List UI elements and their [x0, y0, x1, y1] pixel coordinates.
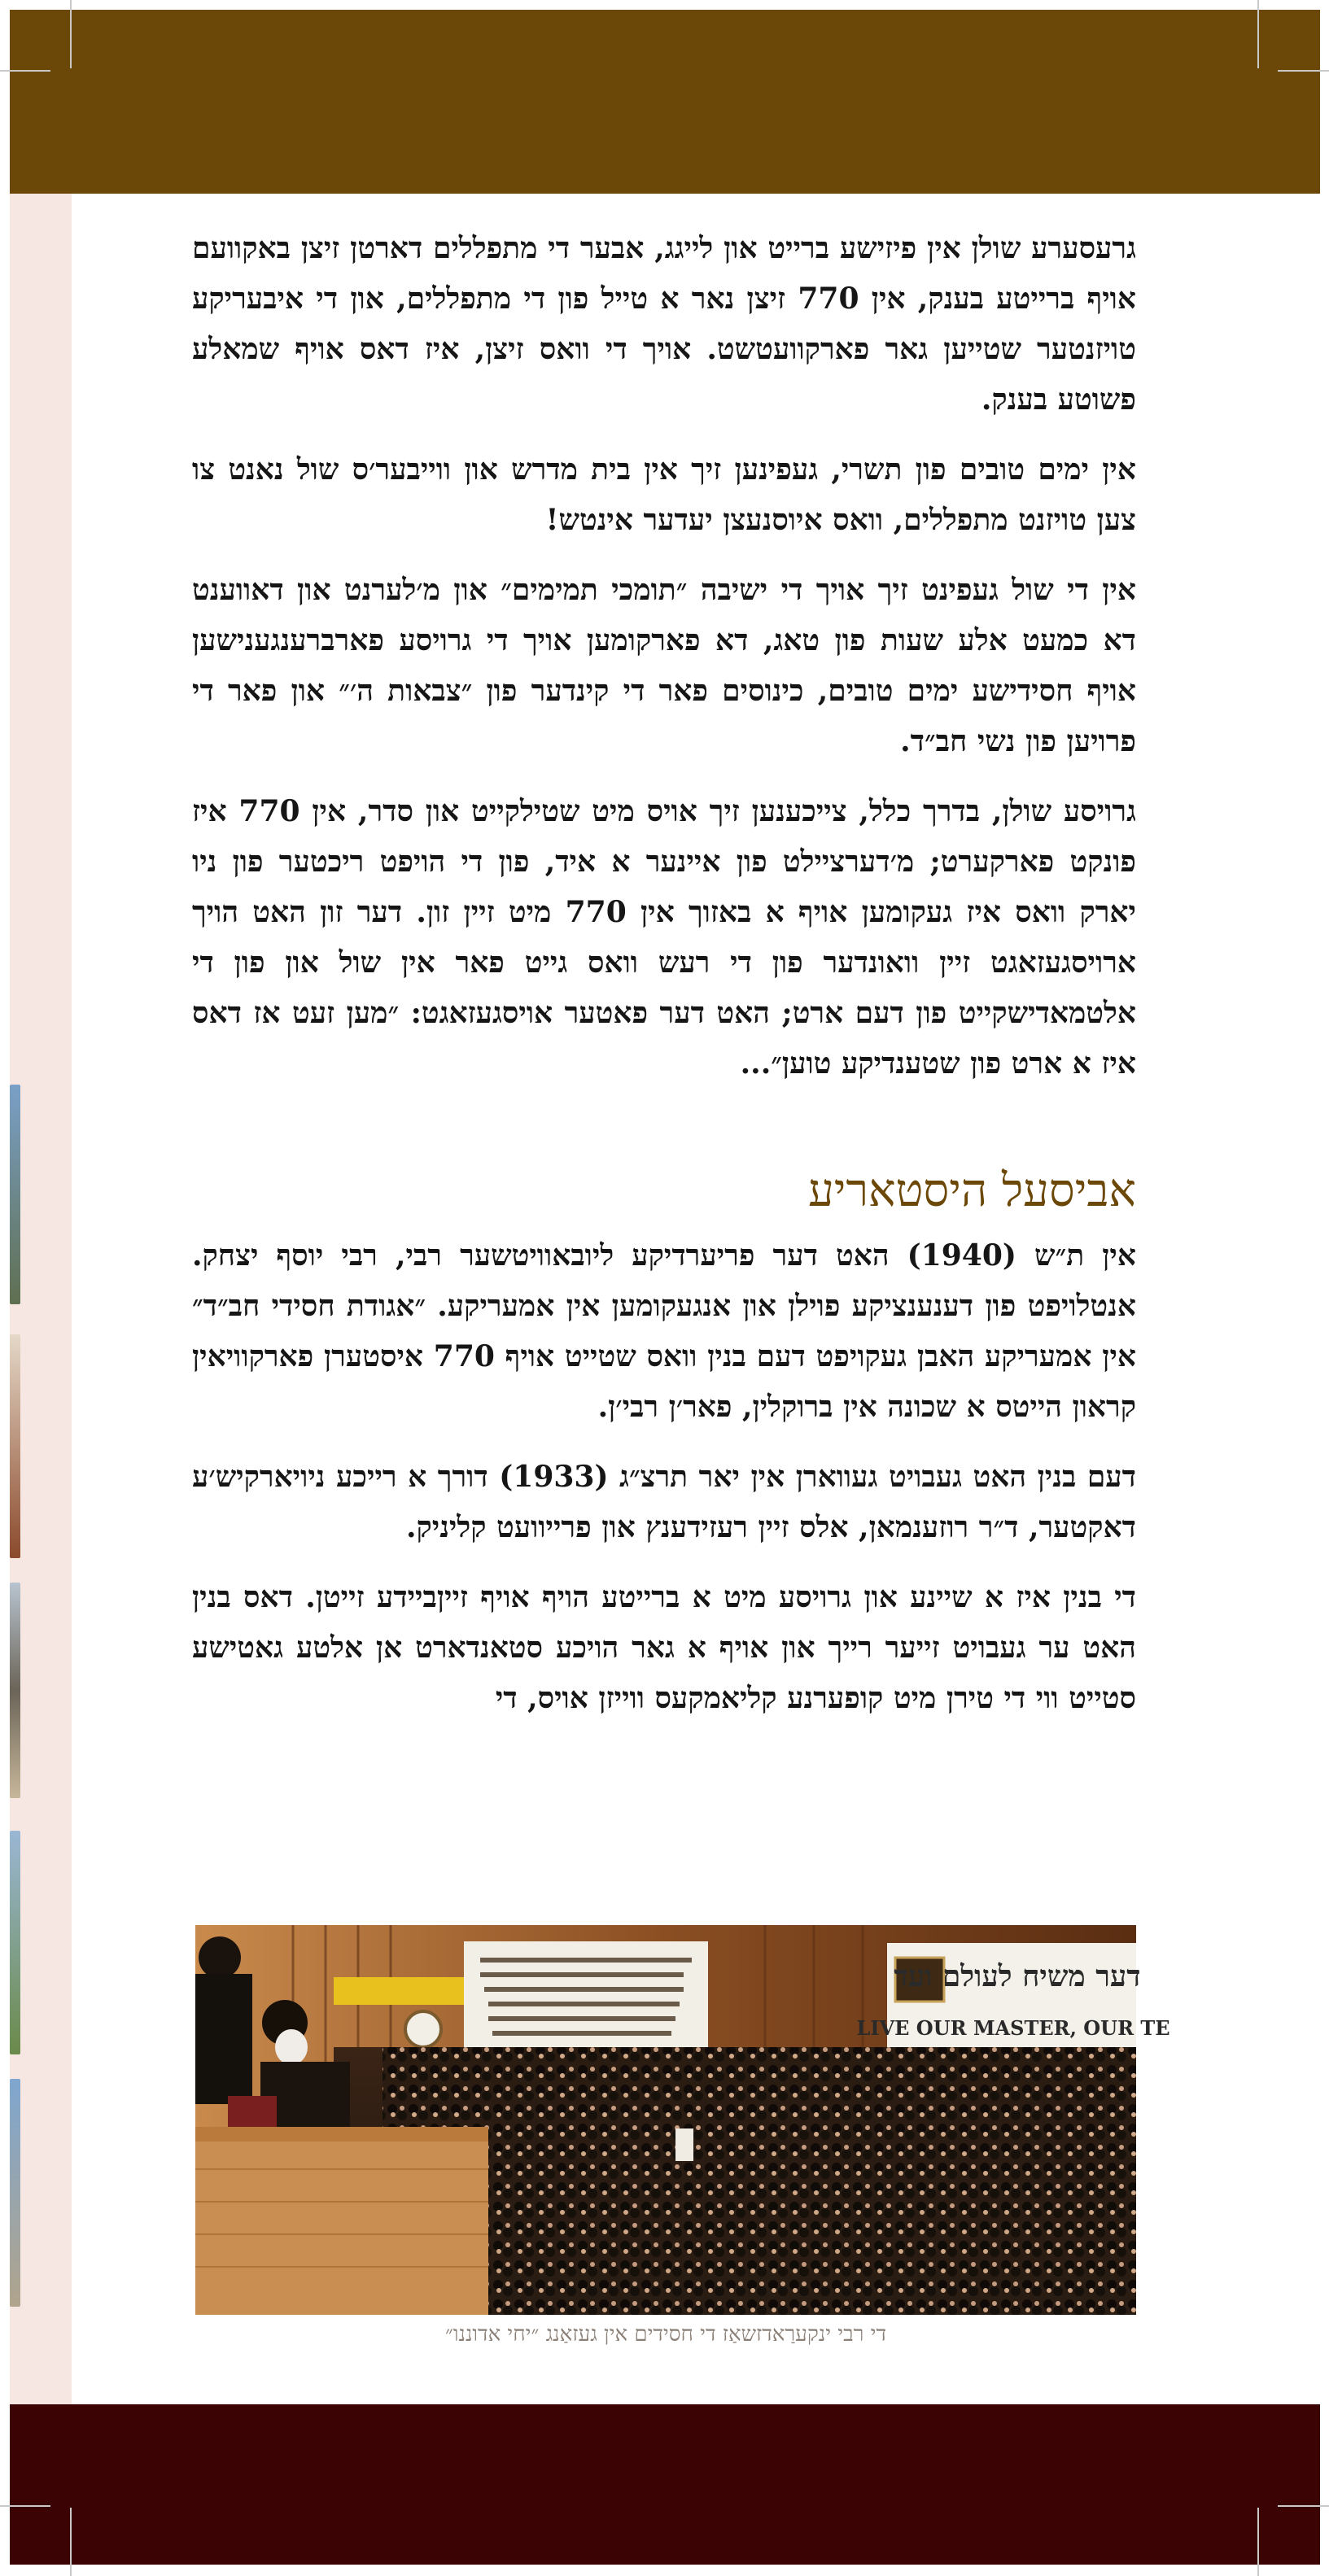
crop-mark — [1257, 0, 1259, 68]
edge-thumbnail — [10, 1583, 20, 1798]
section-title-history: אביסעל היסטאריע — [808, 1164, 1136, 1217]
crop-mark — [1257, 2508, 1259, 2576]
synagogue-crowd-photo — [195, 1925, 1170, 2315]
history-paragraph: די בנין איז א שיינע און גרויסע מיט א ברייטע הויף אויף זייןביידע זייטן. דאס בנין האט ער געבויט זייער רייך און אויף א גאר הויכע סטאנדארט אן אלטע גאטישע סטייט ווי די טירן מיט קופערנע קליאמקעס ווייזן אויס, די — [192, 1580, 1136, 1715]
edge-thumbnail — [10, 1831, 20, 2054]
history-paragraph: דעם בנין האט געבויט געווארן אין יאר תרצ״ג (1933) דורך א רייכע ניויארקיש׳ע דאקטער, ד״ר רוזענמאן, אלס זיין רעזידענץ און פרייוועט קליניק. — [192, 1460, 1136, 1544]
history-paragraph: אין ת״ש (1940) האט דער פריערדיקע ליובאוויטשער רבי, רבי יוסף יצחק. אנטלויפט פון דענענציקע פוילן און אנגעקומען אין אמעריקע. ״אגודת חסידי חב״ד״ אין אמעריקע האבן געקויפט דעם בנין וואס שטייט אויף 770 איסטערן פארקוויאין קראון הייטס א שכונה אין ברוקלין, פאר׳ן רבי׳ן. — [192, 1238, 1136, 1424]
crop-mark — [1278, 70, 1329, 72]
crop-mark — [70, 2508, 72, 2576]
banner-english-text: LIVE OUR MASTER, OUR TE — [856, 2016, 1170, 2040]
photo-caption: די רבי ינקערַאדזשאַז די חסידים אין געזאַנג ״יחי אדוננו״ — [444, 2322, 887, 2347]
footer-band — [10, 2404, 1320, 2565]
crop-mark — [1278, 2505, 1329, 2507]
crop-mark — [70, 0, 72, 68]
edge-thumbnail — [10, 1334, 20, 1558]
body-paragraph: אין ימים טובים פון תשרי, געפינען זיך אין בית מדרש און ווייבער׳ס שול נאנט צו צען טויזנט מתפללים, וואס איוסנעצן יעדער אינטש! — [192, 452, 1136, 537]
body-paragraph: גרויסע שולן, בדרך כלל, צייכענען זיך אויס מיט שטילקייט און סדר, אין 770 איז פונקט פארקערט; מ׳דערציילט פון איינער א איד, פון די הויפט ריכטער פון ניו יארק וואס איז געקומען אויף א באזוך אין 770 מיט זיין זון. דער זון האט הויך ארויסגעזאגט זיין וואונדער פון די רעש וואס גייט פאר אין שול און פון די אלטמאדישקייט פון דעם ארט; האט דער פאטער אויסגעזאגט: ״מען זעט אז דאס איז א ארט פון שטענדיקע טוען״... — [192, 794, 1136, 1081]
edge-thumbnail — [10, 2079, 20, 2307]
body-paragraph: גרעסערע שולן אין פיזישע ברייט און לייגג, אבער די מתפללים דארטן זיצן באקוועם אויף ברייטע בענק, אין 770 זיצן נאר א טייל פון די מתפללים, און די איבעריקע טויזנטער שטייען גאר פארקוועטשט. אויך די וואס זיצן, איז דאס אויף שמאלע פשוטע בענק. — [192, 231, 1136, 417]
crop-mark — [0, 2505, 50, 2507]
body-paragraph: אין די שול געפינט זיך אויך די ישיבה ״תומכי תמימים״ און מ׳לערנט און דאווענט דא כמעט אלע שעות פון טאג, דא פארקומען אויך די גרויסע פארברענגענישען אויף חסידישע ימים טובים, כינוסים פאר די קינדער פון ״צבאות ה׳״ און פאר די פרויען פון נשי חב״ד. — [192, 573, 1137, 758]
edge-thumbnail — [10, 1085, 20, 1304]
header-band — [10, 10, 1320, 194]
article-body — [192, 223, 1136, 1743]
photo-illustration — [195, 1925, 1170, 2315]
banner-hebrew-text: דער משיח לעולם ועד — [894, 1959, 1141, 1993]
crop-mark — [0, 70, 50, 72]
